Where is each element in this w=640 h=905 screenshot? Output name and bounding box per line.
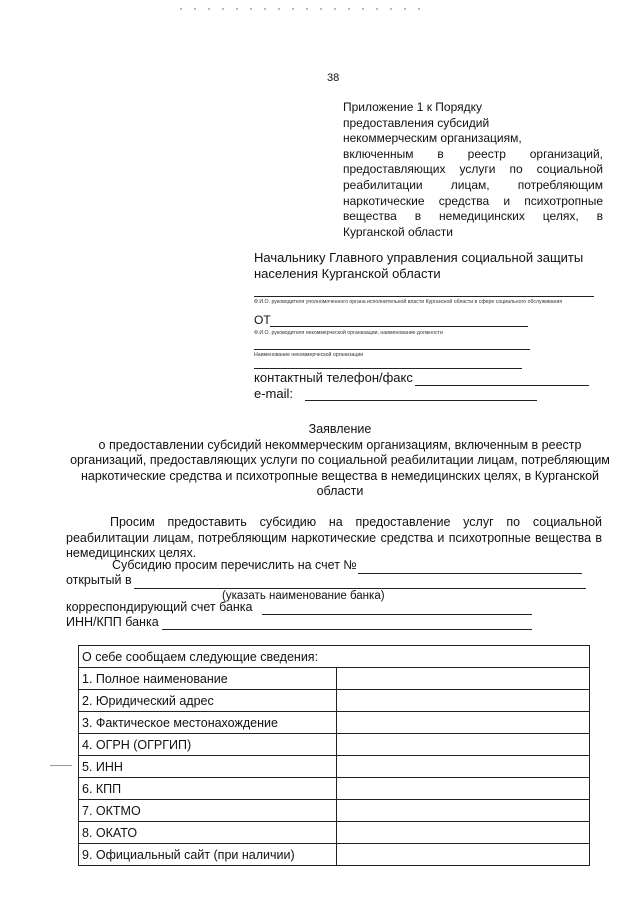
statement-heading: Заявление (308, 422, 372, 436)
appendix-line: реабилитации лицам, потребляющим (343, 177, 603, 192)
statement-title (60, 422, 620, 500)
scan-artifact (180, 8, 420, 10)
table-header-row (79, 646, 590, 668)
addressee (254, 250, 604, 282)
row-value-cell[interactable] (337, 734, 590, 756)
inn-kpp-label: ИНН/КПП банка (66, 615, 159, 629)
appendix-line: наркотические средства и психотропные (343, 193, 603, 208)
appendix-line: предоставляющих услуги по социальной (343, 162, 603, 177)
email-input[interactable] (305, 400, 537, 401)
page-number: 38 (327, 72, 340, 84)
request-text: Просим предоставить субсидию на предоставление услуг по социальной реабилитации лицам, потребляющим наркотические средства и психотропные вещества в немедицинских целях. (66, 515, 602, 560)
appendix-line: Приложение 1 к Порядку (343, 100, 483, 114)
bank-name-input[interactable] (134, 588, 586, 589)
table-row (79, 800, 590, 822)
row-label: 2. Юридический адрес (79, 690, 337, 712)
row-label: 4. ОГРН (ОГРГИП) (79, 734, 337, 756)
addressee-line: Начальнику Главного управления социальной защиты (254, 250, 584, 265)
transfer-label: Субсидию просим перечислить на счет № (112, 558, 357, 572)
row-label: 8. ОКАТО (79, 822, 337, 844)
appendix-line: некоммерческим организациям, (343, 131, 522, 146)
row-value-cell[interactable] (337, 800, 590, 822)
statement-subtitle: о предоставлении субсидий некоммерческим организациям, включенным в реестр организаций, предоставляющих услуги по социальной реабилитации лицам, потребляющим наркотические средства и психотропные вещества в немедицинских целях, в Курганской области (70, 437, 610, 498)
row-label: 3. Фактическое местонахождение (79, 712, 337, 734)
org-name-line[interactable] (254, 349, 530, 350)
row-label: 1. Полное наименование (79, 668, 337, 690)
table-row (79, 778, 590, 800)
bank-hint: (указать наименование банка) (222, 590, 385, 602)
appendix-line: Курганской области (343, 224, 453, 239)
row-value-cell[interactable] (337, 712, 590, 734)
row-value-cell[interactable] (337, 756, 590, 778)
row-value-cell[interactable] (337, 844, 590, 866)
table-row (79, 690, 590, 712)
corr-account-label: корреспондирующий счет банка (66, 600, 253, 614)
organization-info-table (78, 645, 590, 866)
table-row (79, 844, 590, 866)
row-label: 6. КПП (79, 778, 337, 800)
table-row (79, 734, 590, 756)
email-label: e-mail: (254, 386, 294, 401)
table-header: О себе сообщаем следующие сведения: (79, 646, 590, 668)
appendix-line: включенным в реестр организаций, (343, 146, 603, 161)
fio-head-caption: Ф.И.О. руководителя некоммерческой организации, наименование должности (254, 330, 443, 336)
row-label: 9. Официальный сайт (при наличии) (79, 844, 337, 866)
addressee-line: населения Курганской области (254, 266, 441, 281)
table-row (79, 712, 590, 734)
table-row (79, 756, 590, 778)
row-value-cell[interactable] (337, 778, 590, 800)
opened-label: открытый в (66, 573, 132, 587)
row-label: 7. ОКТМО (79, 800, 337, 822)
row-value-cell[interactable] (337, 668, 590, 690)
appendix-line: вещества в немедицинских целях, в (343, 209, 603, 224)
row-label: 5. ИНН (79, 756, 337, 778)
appendix-line: предоставления субсидий (343, 115, 490, 130)
appendix-header (343, 100, 603, 240)
request-paragraph (66, 515, 602, 562)
fio-authority-line[interactable] (254, 296, 594, 297)
from-line[interactable] (270, 326, 528, 327)
phone-label: контактный телефон/факс (254, 370, 413, 385)
row-value-cell[interactable] (337, 690, 590, 712)
table-row (79, 822, 590, 844)
org-name-caption: Наименование некоммерческой организации (254, 352, 364, 358)
margin-mark (50, 765, 72, 766)
fio-authority-caption: Ф.И.О. руководителя уполномоченного органа исполнительной власти Курганской области в сфере социального обслуживания (254, 299, 563, 305)
inn-kpp-input[interactable] (162, 629, 532, 630)
org-name-line-2[interactable] (254, 368, 522, 369)
from-label: ОТ (254, 313, 271, 327)
table-row (79, 668, 590, 690)
row-value-cell[interactable] (337, 822, 590, 844)
account-number-input[interactable] (358, 573, 582, 574)
corr-account-input[interactable] (262, 614, 532, 615)
phone-input[interactable] (415, 385, 589, 386)
